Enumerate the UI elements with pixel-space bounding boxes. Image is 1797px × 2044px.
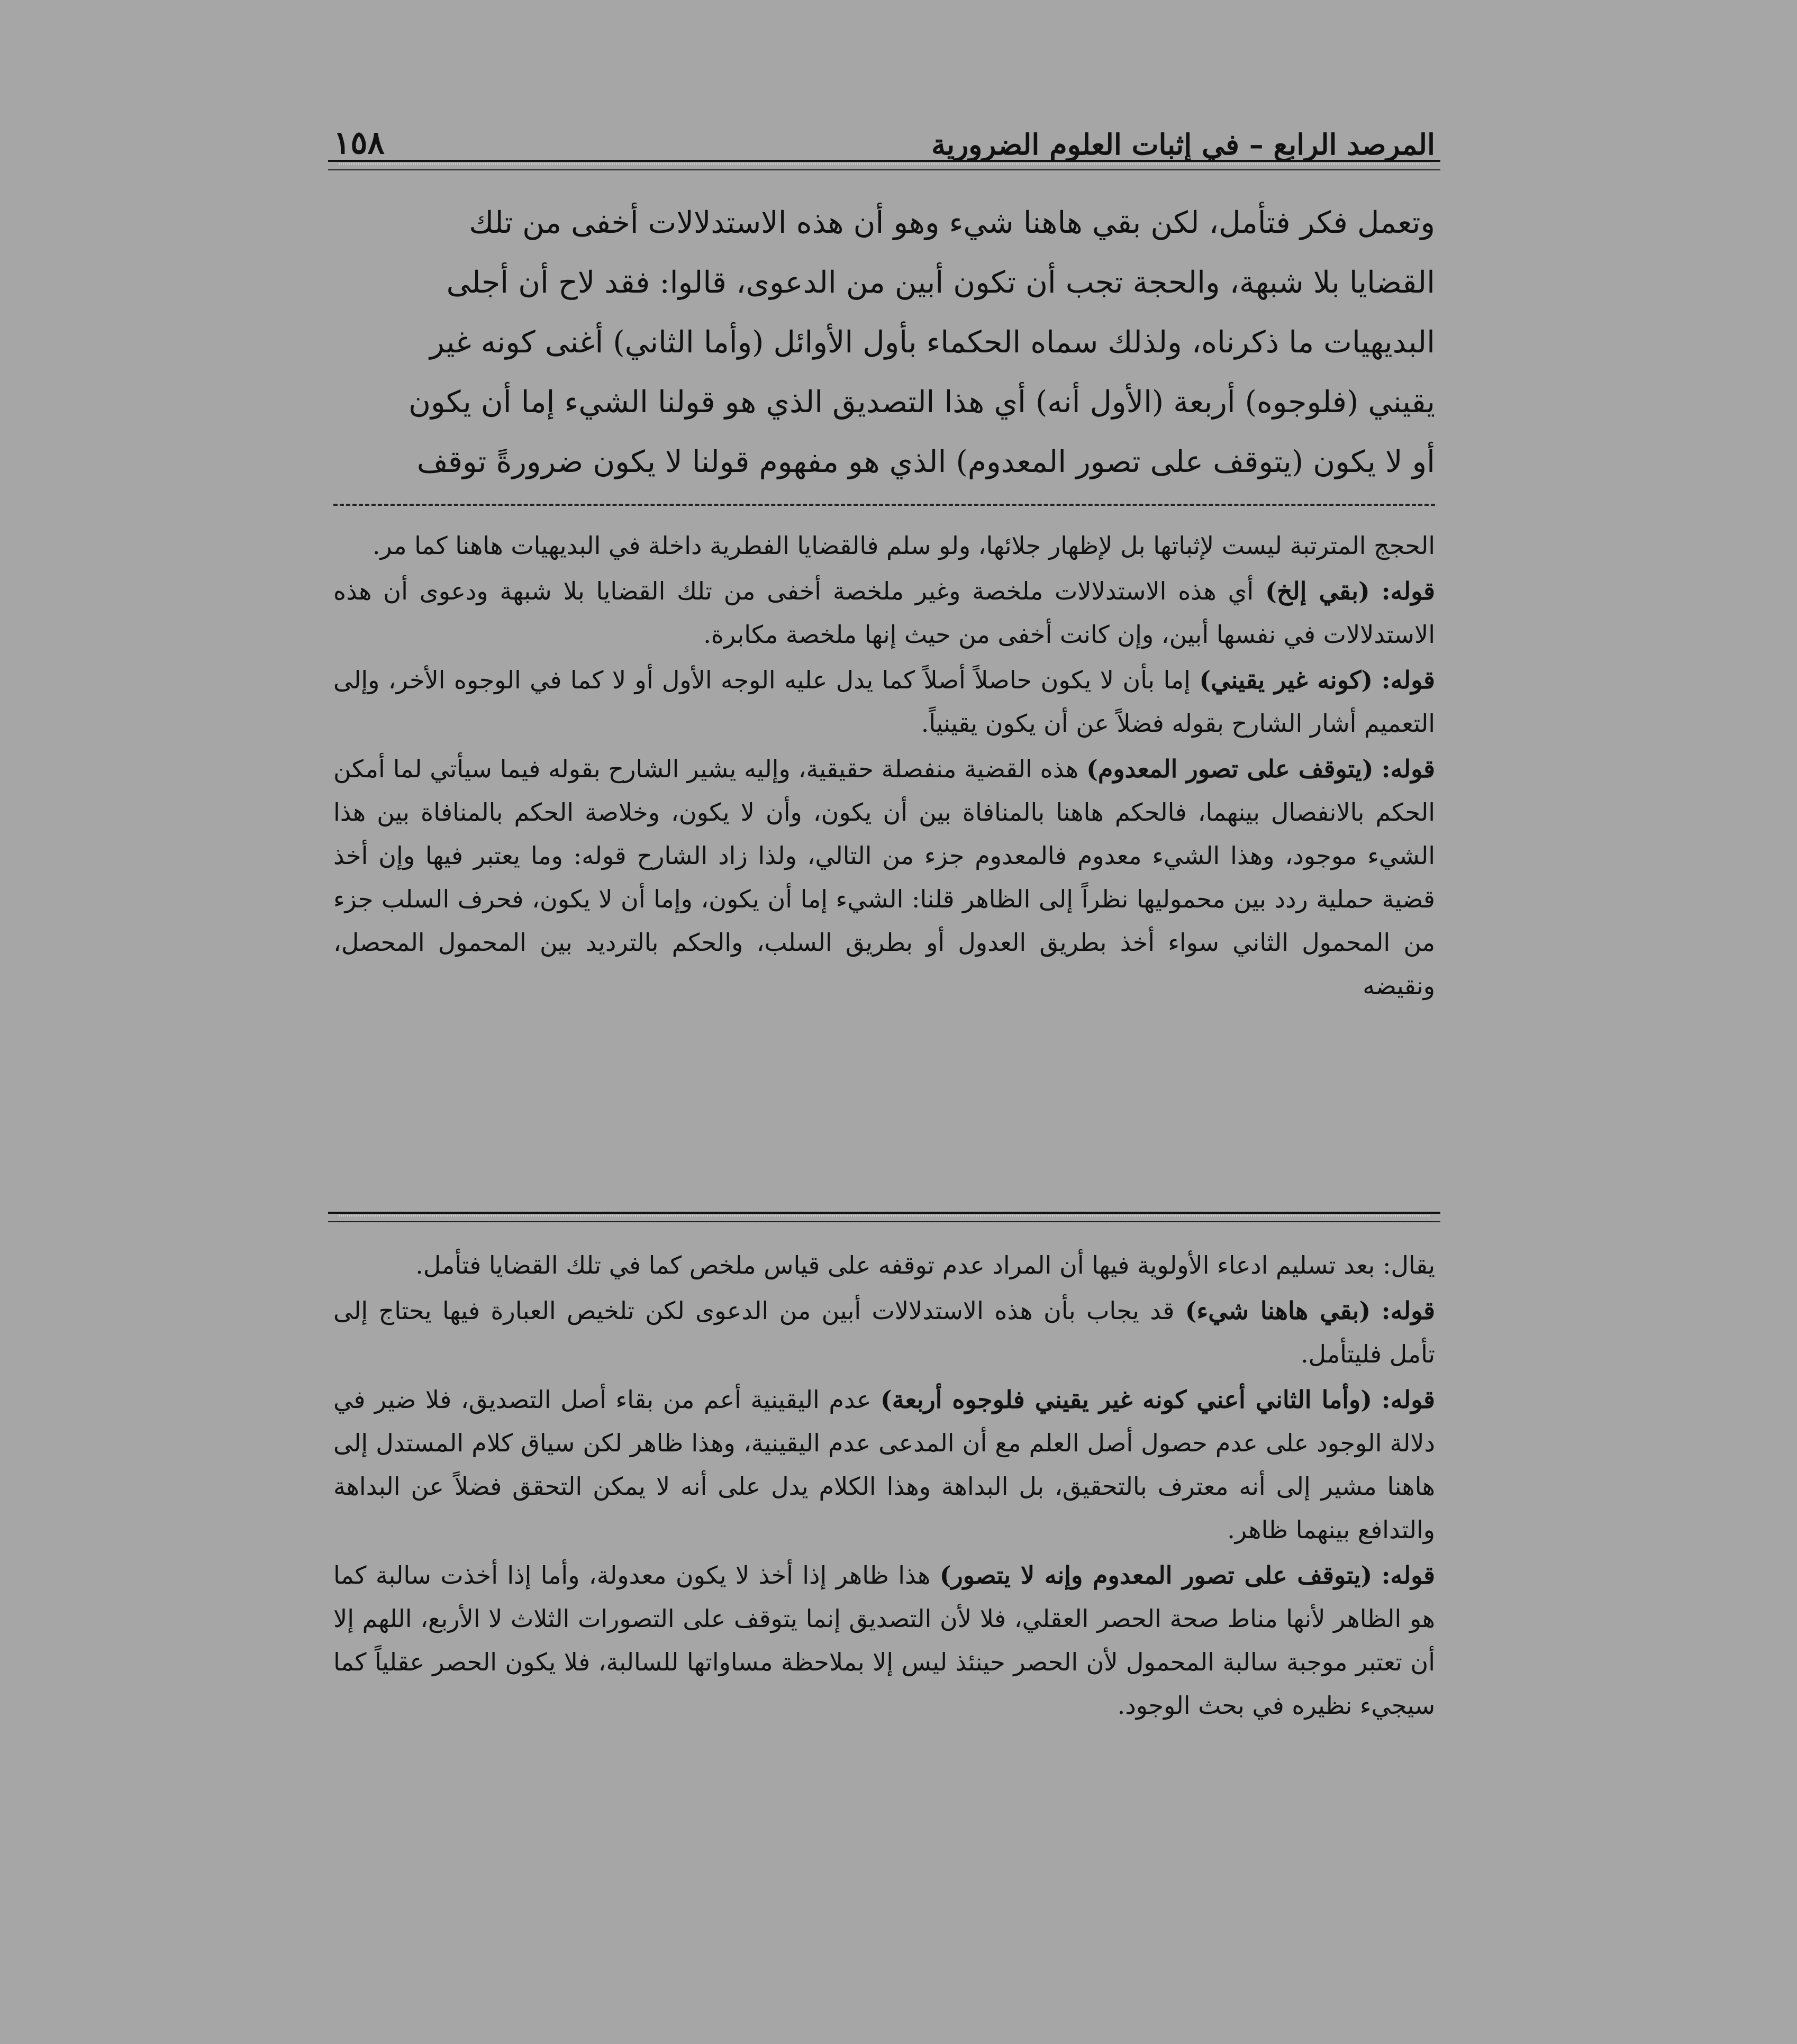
note-paragraph [333, 1243, 1435, 1287]
note-text: قد يجاب بأن هذه الاستدلالات أبين من الدعوى لكن تلخيص العبارة فيها يحتاج إلى تأمل فليتأمل. [333, 1296, 1435, 1368]
note-quote: (بقي إلخ) [1265, 577, 1370, 605]
note-paragraph [333, 658, 1435, 745]
note-text: هذا ظاهر إذا أخذ لا يكون معدولة، وأما إذا أخذت سالبة كما هو الظاهر لأنها مناط صحة الحصر العقلي، فلا لأن التصديق إنما يتوقف على التصورات الثلاث لا الأربع، اللهم إلا أن تعتبر موجبة سالبة المحمول لأن الحصر حينئذ ليس إلا بملاحظة مساواتها للسالبة، فلا يكون الحصر عقلياً كما سيجيء نظيره في بحث الوجود. [333, 1561, 1435, 1720]
note-paragraph [333, 1554, 1435, 1727]
note-lead: قوله: [1381, 666, 1436, 694]
note-quote: (كونه غير يقيني) [1199, 666, 1373, 694]
note-lead: قوله: [1381, 1296, 1436, 1325]
note-quote: (يتوقف على تصور المعدوم) [1086, 755, 1374, 783]
note-lead: قوله: [1381, 1385, 1436, 1414]
note-text: هذه القضية منفصلة حقيقية، وإليه يشير الشارح بقوله فيما سيأتي لما أمكن الحكم بالانفصال بينهما، فالحكم هاهنا بالمنافاة بين أن يكون، وأن لا يكون، وخلاصة الحكم بالمنافاة بين هذا الشيء موجود، وهذا الشيء معدوم فالمعدوم جزء من التالي، ولذا زاد الشارح قوله: وما يعتبر فيها وإن أخذ قضية حملية ردد بين محموليها نظراً إلى الظاهر قلنا: الشيء إما أن يكون، وإما أن لا يكون، فحرف السلب جزء من المحمول الثاني سواء أخذ بطريق العدول أو بطريق السلب، والحكم بالترديد بين المحمول المحصل، ونقيضه [333, 755, 1436, 1000]
section-divider [328, 1212, 1440, 1222]
note-paragraph [333, 1289, 1435, 1376]
note-text: عدم اليقينية أعم من بقاء أصل التصديق، فلا ضير في دلالة الوجود على عدم حصول أصل العلم مع أن المدعى عدم اليقينية، وهذا ظاهر لكن سياق كلام المستدل إلى هاهنا مشير إلى أنه معترف بالتحقيق، بل البداهة وهذا الكلام يدل على أنه لا يمكن التحقق فضلاً عن البداهة والتدافع بينهما ظاهر. [333, 1385, 1435, 1544]
note-paragraph [333, 524, 1435, 567]
main-text-line: القضايا بلا شبهة، والحجة تجب أن تكون أبين من الدعوى، قالوا: فقد لاح أن أجلى [446, 265, 1435, 300]
page-header [333, 101, 1435, 159]
header-divider [328, 160, 1440, 170]
note-quote: (بقي هاهنا شيء) [1185, 1296, 1371, 1325]
note-text: أي هذه الاستدلالات ملخصة وغير ملخصة أخفى من تلك القضايا بلا شبهة ودعوى أن هذه الاستدلالات في نفسها أبين، وإن كانت أخفى من حيث إنها ملخصة مكابرة. [333, 577, 1435, 649]
note-text: يقال: بعد تسليم ادعاء الأولوية فيها أن المراد عدم توقفه على قياس ملخص كما في تلك القضايا فتأمل. [415, 1251, 1435, 1279]
note-quote: (يتوقف على تصور المعدوم وإنه لا يتصور) [939, 1561, 1373, 1589]
note-paragraph [333, 1378, 1435, 1551]
main-text-line: يقيني (فلوجوه) أربعة (الأول أنه) أي هذا التصديق الذي هو قولنا الشيء إما أن يكون [409, 385, 1435, 420]
note-lead: قوله: [1381, 577, 1435, 605]
note-text: الحجج المترتبة ليست لإثباتها بل لإظهار جلائها، ولو سلم فالقضايا الفطرية داخلة في البديهيات هاهنا كما مر. [372, 531, 1435, 560]
note-quote: (وأما الثاني أعني كونه غير يقيني فلوجوه أربعة) [881, 1385, 1372, 1414]
note-lead: قوله: [1381, 755, 1435, 783]
main-text [333, 193, 1435, 492]
note-paragraph [333, 747, 1435, 1007]
book-page [333, 101, 1435, 1952]
note-paragraph [333, 569, 1435, 656]
main-text-line: أو لا يكون (يتوقف على تصور المعدوم) الذي هو مفهوم قولنا لا يكون ضرورةً توقف [416, 444, 1435, 479]
note-lead: قوله: [1381, 1561, 1435, 1589]
dashed-divider [333, 504, 1435, 506]
note-text: إما بأن لا يكون حاصلاً أصلاً كما يدل عليه الوجه الأول أو لا كما في الوجوه الأخر، وإلى التعميم أشار الشارح بقوله فضلاً عن أن يكون يقينياً. [333, 666, 1435, 738]
notes-bottom [333, 1243, 1435, 1729]
notes-top [333, 524, 1435, 1010]
main-text-line: البديهيات ما ذكرناه، ولذلك سماه الحكماء بأول الأوائل (وأما الثاني) أغنى كونه غير [430, 325, 1435, 360]
page-number: ١٥٨ [333, 124, 385, 161]
running-title: المرصد الرابع – في إثبات العلوم الضرورية [931, 128, 1435, 161]
main-text-line: وتعمل فكر فتأمل، لكن بقي هاهنا شيء وهو أن هذه الاستدلالات أخفى من تلك [469, 205, 1435, 240]
